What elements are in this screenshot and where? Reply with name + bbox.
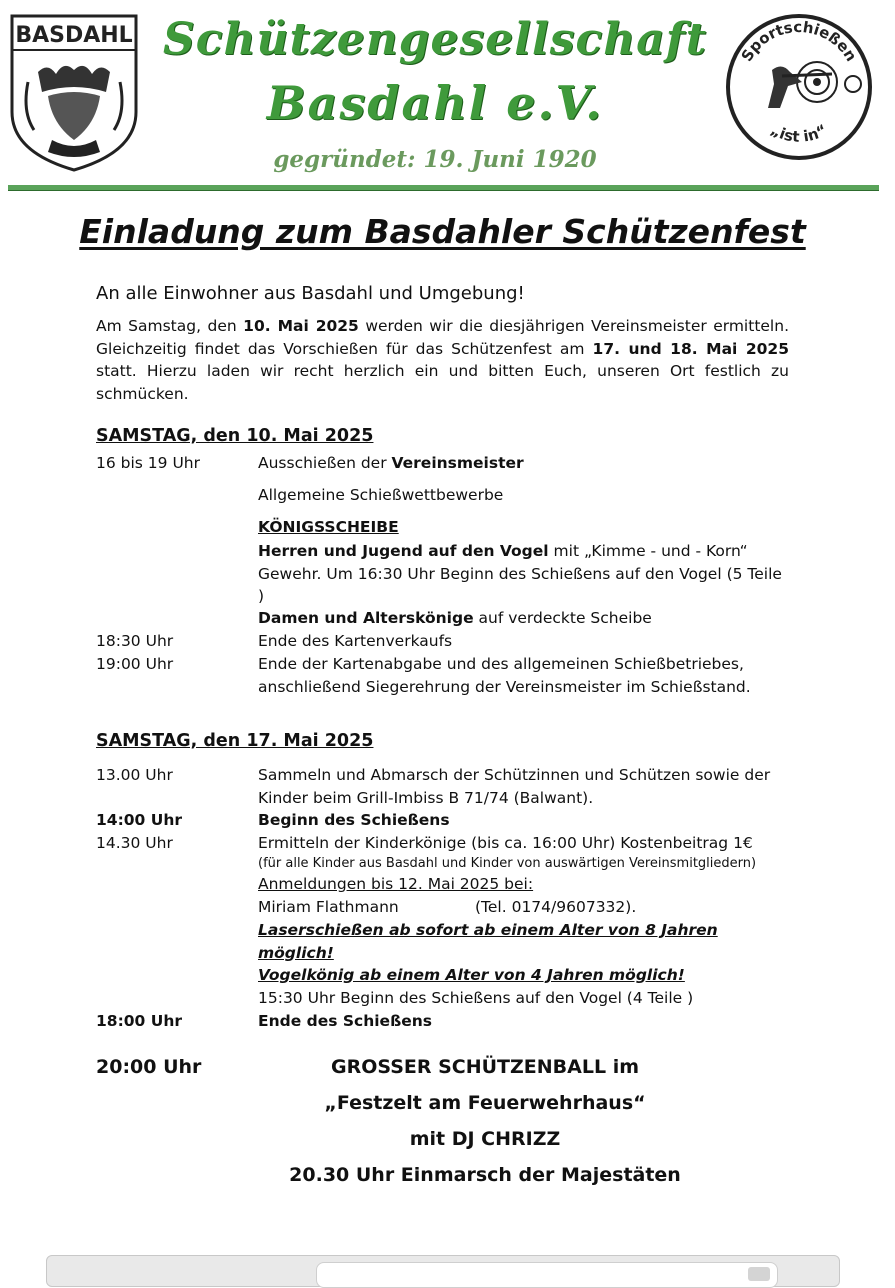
day2-time-2: 14:00 Uhr (96, 811, 182, 829)
greeting: An alle Einwohner aus Basdahl und Umgebung! (96, 283, 525, 304)
day2-desc-4: Ende des Schießens (258, 1012, 432, 1030)
day1-desc-2: Ende des Kartenverkaufs (258, 632, 453, 650)
ball-line-3: mit DJ CHRIZZ (409, 1128, 561, 1150)
ball-line-1: GROSSER SCHÜTZENBALL im (330, 1056, 640, 1078)
contact-name: Miriam Flathmann (258, 898, 399, 916)
logo-bottom-text: „ist in“ (767, 120, 831, 146)
ball-line-4: 20.30 Uhr Einmarsch der Majestäten (289, 1164, 681, 1186)
day2-desc-3: Ermitteln der Kinderkönige (bis ca. 16:00 Uhr) Kostenbeitrag 1€ (258, 834, 753, 852)
vogel-start: 15:30 Uhr Beginn des Schießens auf den Vogel (4 Teile ) (258, 989, 694, 1007)
club-name-line2: Basdahl e.V. (266, 76, 604, 130)
day1-time-2: 18:30 Uhr (96, 632, 174, 650)
day2-time-4: 18:00 Uhr (96, 1012, 182, 1030)
viewer-field[interactable] (316, 1262, 778, 1288)
intro-paragraph: Am Samstag, den 10. Mai 2025 werden wir die diesjährigen Vereinsmeister ermitteln. Gleichzeitig findet das Vorschießen für das Schützenfest am 17. und 18. Mai 2025 statt. Hierzu laden wir recht herzlich ein und bitten Euch, unseren Ort festlich zu schmücken. (96, 317, 789, 403)
day1-desc-1: Ausschießen der Vereinsmeister (258, 454, 524, 472)
ball-time: 20:00 Uhr (96, 1056, 202, 1078)
club-name-line1: Schützengesellschaft (162, 14, 708, 65)
day2-heading: SAMSTAG, den 17. Mai 2025 (96, 731, 374, 751)
crest-label: BASDAHL (15, 23, 133, 48)
anmeldung-deadline: Anmeldungen bis 12. Mai 2025 bei: (258, 875, 534, 893)
day2-time-1: 13.00 Uhr (96, 766, 173, 784)
intro-date-1: 10. Mai 2025 (243, 317, 359, 335)
koenigsscheibe-heading: KÖNIGSSCHEIBE (258, 518, 399, 536)
laser-note: Laserschießen ab sofort ab einem Alter von 8 Jahren möglich! (258, 921, 718, 962)
viewer-button[interactable] (748, 1267, 770, 1281)
kinder-note: (für alle Kinder aus Basdahl und Kinder von auswärtigen Vereinsmitgliedern) (258, 856, 757, 871)
header-divider (8, 185, 879, 191)
logo-top-text: Sportschießen (737, 17, 861, 65)
intro-date-2: 17. und 18. Mai 2025 (592, 339, 789, 358)
day1-time-1: 16 bis 19 Uhr (96, 454, 200, 472)
day1-general: Allgemeine Schießwettbewerbe (258, 486, 504, 504)
day2-time-3: 14.30 Uhr (96, 834, 173, 852)
sportschiessen-logo-icon (722, 12, 876, 162)
contact-phone: (Tel. 0174/9607332). (475, 898, 637, 916)
day1-heading: SAMSTAG, den 10. Mai 2025 (96, 426, 374, 446)
day1-time-3: 19:00 Uhr (96, 655, 174, 673)
vogelkoenig-note: Vogelkönig ab einem Alter von 4 Jahren möglich! (258, 966, 685, 984)
damen-text: Damen und Alterskönige auf verdeckte Scheibe (258, 609, 652, 627)
herren-jugend-text: Herren und Jugend auf den Vogel mit „Kimme - und - Korn“ Gewehr. Um 16:30 Uhr Beginn des Schießens auf den Vogel (5 Teile ) (258, 542, 782, 605)
page-title: Einladung zum Basdahler Schützenfest (79, 212, 806, 251)
coat-of-arms-icon (8, 12, 140, 174)
ball-line-2: „Festzelt am Feuerwehrhaus“ (324, 1092, 646, 1114)
day1-desc-3: Ende der Kartenabgabe und des allgemeinen Schießbetriebes, anschließend Siegerehrung der Vereinsmeister im Schießstand. (258, 655, 751, 696)
founded-date: gegründet: 19. Juni 1920 (273, 146, 597, 173)
day2-desc-2: Beginn des Schießens (258, 811, 450, 829)
day2-desc-1: Sammeln und Abmarsch der Schützinnen und Schützen sowie der Kinder beim Grill-Imbiss B 71/74 (Balwant). (258, 766, 771, 807)
